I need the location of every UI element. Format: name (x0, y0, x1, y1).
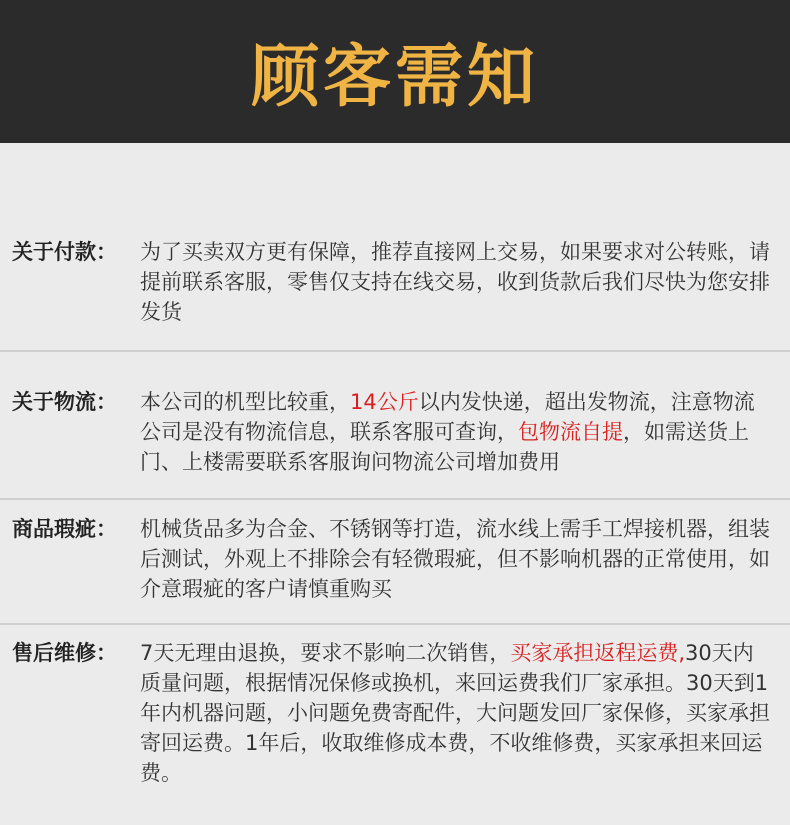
text-part: ，如需送货上门、上楼需要联系客服询问物流公司增加费用 (140, 420, 749, 474)
section-text (140, 387, 770, 477)
section-text: 机械货品多为合金、不锈钢等打造，流水线上需手工焊接机器，组装后测试，外观上不排除会有轻微瑕疵，但不影响机器的正常使用，如介意瑕疵的客户请慎重购买 (140, 517, 770, 601)
section-logistics (0, 387, 790, 477)
text-part: 以内发快递，超出发物流，注意物流公司是没有物流信息，联系客服可查询， (140, 390, 755, 444)
highlight-weight: 14公斤 (350, 390, 419, 414)
section-label: 关于物流： (12, 390, 117, 414)
section-label: 商品瑕疵： (12, 517, 117, 541)
divider (0, 623, 790, 625)
highlight-return-fee: 买家承担返程运费, (510, 641, 686, 665)
divider (0, 350, 790, 352)
page-header (0, 0, 790, 143)
text-part: 本公司的机型比较重， (140, 390, 350, 414)
text-part: 30天内质量问题，根据情况保修或换机，来回运费我们厂家承担。30天到1年内机器问题，小问题免费寄配件，大问题发回厂家保修，买家承担寄回运费。1年后，收取维修成本费，不收维修费，买家承担来回运费。 (140, 641, 770, 785)
section-after-sales (0, 638, 790, 788)
highlight-pickup: 包物流自提 (518, 420, 623, 444)
divider (0, 498, 790, 500)
section-defects (0, 514, 790, 604)
section-payment (0, 237, 790, 327)
section-label: 关于付款： (12, 240, 117, 264)
section-text (140, 638, 770, 788)
section-label: 售后维修： (12, 641, 117, 665)
page-title: 顾客需知 (250, 37, 539, 117)
section-text: 为了买卖双方更有保障，推荐直接网上交易，如果要求对公转账，请提前联系客服，零售仅支持在线交易，收到货款后我们尽快为您安排发货 (140, 240, 770, 324)
text-part: 7天无理由退换，要求不影响二次销售， (140, 641, 511, 665)
